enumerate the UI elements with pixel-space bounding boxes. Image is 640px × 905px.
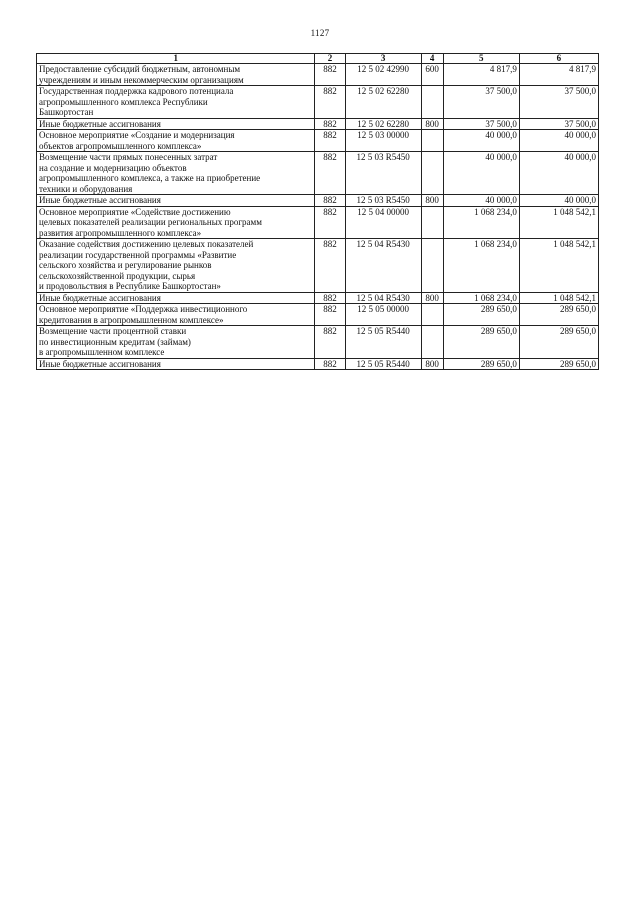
target-code: 12 5 04 R5430 xyxy=(345,239,421,293)
column-header: 3 xyxy=(345,54,421,64)
page-number: 1127 xyxy=(310,28,330,38)
amount-year-1: 40 000,0 xyxy=(443,152,519,195)
amount-year-2: 1 048 542,1 xyxy=(519,239,598,293)
amount-year-2: 1 048 542,1 xyxy=(519,206,598,239)
ministry-code: 882 xyxy=(315,358,345,370)
row-name: Государственная поддержка кадрового потенциала агропромышленного комплекса Республики Башкортостан xyxy=(37,86,315,119)
amount-year-2: 289 650,0 xyxy=(519,304,598,326)
expense-type: 800 xyxy=(421,358,443,370)
amount-year-1: 1 068 234,0 xyxy=(443,239,519,293)
row-name: Основное мероприятие «Содействие достижению целевых показателей реализации региональных программ развития агропромышленного комплекса» xyxy=(37,206,315,239)
target-code: 12 5 05 R5440 xyxy=(345,326,421,359)
amount-year-1: 4 817,9 xyxy=(443,64,519,86)
amount-year-1: 37 500,0 xyxy=(443,118,519,130)
column-header: 4 xyxy=(421,54,443,64)
ministry-code: 882 xyxy=(315,326,345,359)
amount-year-1: 37 500,0 xyxy=(443,86,519,119)
table-row xyxy=(37,118,599,130)
expense-type: 800 xyxy=(421,195,443,207)
table-row xyxy=(37,195,599,207)
table-row xyxy=(37,64,599,86)
amount-year-2: 4 817,9 xyxy=(519,64,598,86)
expense-type xyxy=(421,304,443,326)
target-code: 12 5 05 R5440 xyxy=(345,358,421,370)
ministry-code: 882 xyxy=(315,195,345,207)
table-row xyxy=(37,358,599,370)
amount-year-2: 37 500,0 xyxy=(519,118,598,130)
amount-year-2: 37 500,0 xyxy=(519,86,598,119)
expense-type: 800 xyxy=(421,118,443,130)
ministry-code: 882 xyxy=(315,86,345,119)
table-row xyxy=(37,326,599,359)
row-name: Иные бюджетные ассигнования xyxy=(37,118,315,130)
target-code: 12 5 04 R5430 xyxy=(345,292,421,304)
column-header: 5 xyxy=(443,54,519,64)
row-name: Иные бюджетные ассигнования xyxy=(37,358,315,370)
target-code: 12 5 02 62280 xyxy=(345,118,421,130)
target-code: 12 5 04 00000 xyxy=(345,206,421,239)
expense-type xyxy=(421,239,443,293)
amount-year-1: 289 650,0 xyxy=(443,358,519,370)
ministry-code: 882 xyxy=(315,206,345,239)
table-row xyxy=(37,152,599,195)
amount-year-2: 289 650,0 xyxy=(519,326,598,359)
expense-type xyxy=(421,152,443,195)
amount-year-2: 289 650,0 xyxy=(519,358,598,370)
row-name: Иные бюджетные ассигнования xyxy=(37,292,315,304)
row-name: Предоставление субсидий бюджетным, автономным учреждениям и иным некоммерческим организациям xyxy=(37,64,315,86)
ministry-code: 882 xyxy=(315,130,345,152)
ministry-code: 882 xyxy=(315,152,345,195)
target-code: 12 5 02 42990 xyxy=(345,64,421,86)
column-header: 2 xyxy=(315,54,345,64)
expense-type xyxy=(421,326,443,359)
amount-year-2: 1 048 542,1 xyxy=(519,292,598,304)
table-row xyxy=(37,86,599,119)
ministry-code: 882 xyxy=(315,292,345,304)
ministry-code: 882 xyxy=(315,118,345,130)
table-row xyxy=(37,292,599,304)
budget-table xyxy=(36,53,599,370)
expense-type: 600 xyxy=(421,64,443,86)
table-row xyxy=(37,304,599,326)
row-name: Основное мероприятие «Создание и модернизация объектов агропромышленного комплекса» xyxy=(37,130,315,152)
amount-year-1: 289 650,0 xyxy=(443,304,519,326)
amount-year-2: 40 000,0 xyxy=(519,195,598,207)
expense-type: 800 xyxy=(421,292,443,304)
table-row xyxy=(37,206,599,239)
table-header-row xyxy=(37,54,599,64)
table-row xyxy=(37,130,599,152)
amount-year-1: 1 068 234,0 xyxy=(443,206,519,239)
amount-year-2: 40 000,0 xyxy=(519,152,598,195)
row-name: Возмещение части процентной ставки по инвестиционным кредитам (займам) в агропромышленном комплексе xyxy=(37,326,315,359)
target-code: 12 5 02 62280 xyxy=(345,86,421,119)
row-name: Возмещение части прямых понесенных затрат на создание и модернизацию объектов агропромышленного комплекса, а также на приобретение техники и оборудования xyxy=(37,152,315,195)
target-code: 12 5 03 R5450 xyxy=(345,152,421,195)
target-code: 12 5 03 R5450 xyxy=(345,195,421,207)
ministry-code: 882 xyxy=(315,239,345,293)
amount-year-1: 40 000,0 xyxy=(443,195,519,207)
column-header: 1 xyxy=(37,54,315,64)
expense-type xyxy=(421,130,443,152)
amount-year-1: 289 650,0 xyxy=(443,326,519,359)
row-name: Оказание содействия достижению целевых показателей реализации государственной программы «Развитие сельского хозяйства и регулирование рынков сельскохозяйственной продукции, сырья и продовольствия в Республике Башкортостан» xyxy=(37,239,315,293)
ministry-code: 882 xyxy=(315,64,345,86)
table-row xyxy=(37,239,599,293)
amount-year-1: 40 000,0 xyxy=(443,130,519,152)
ministry-code: 882 xyxy=(315,304,345,326)
amount-year-1: 1 068 234,0 xyxy=(443,292,519,304)
column-header: 6 xyxy=(519,54,598,64)
expense-type xyxy=(421,86,443,119)
row-name: Основное мероприятие «Поддержка инвестиционного кредитования в агропромышленном комплексе» xyxy=(37,304,315,326)
row-name: Иные бюджетные ассигнования xyxy=(37,195,315,207)
amount-year-2: 40 000,0 xyxy=(519,130,598,152)
target-code: 12 5 03 00000 xyxy=(345,130,421,152)
table-body xyxy=(37,64,599,370)
target-code: 12 5 05 00000 xyxy=(345,304,421,326)
expense-type xyxy=(421,206,443,239)
